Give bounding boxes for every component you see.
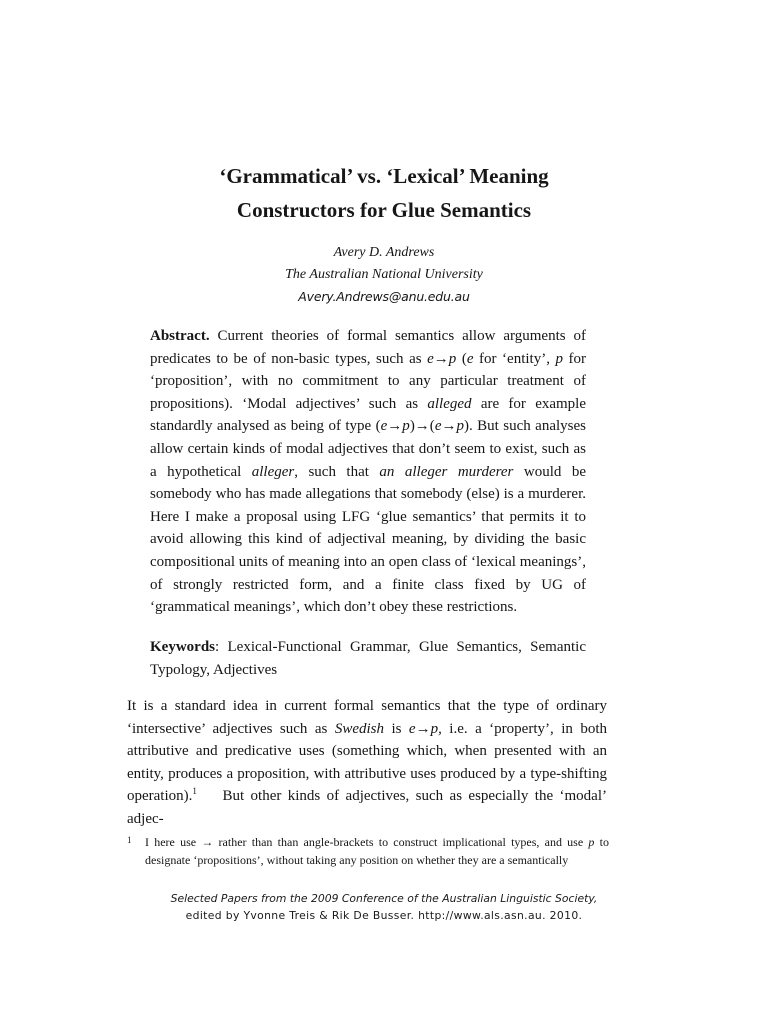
abstract-math: e→p [427, 350, 457, 367]
abstract-text: for ‘entity’, [473, 350, 556, 367]
abstract-text: ). But such analyses allow certain kinds of modal adjectives that don’t seem to exist, such as a hypothetical [150, 418, 586, 480]
footnote-mark: 1 [127, 835, 132, 845]
footnote-math: p [588, 835, 595, 849]
abstract-math: e→p [380, 418, 410, 435]
abstract-math: e→p [434, 418, 464, 435]
abstract-text: , such that [294, 463, 380, 480]
abstract-text: Current theories of formal semantics allow arguments of predicates to be of non-basic types, such as [150, 328, 586, 367]
footnote-text-part: I here use → rather than than angle-brackets to construct implicational types, and use [145, 835, 589, 849]
footnote [127, 834, 609, 869]
abstract-text: are for example standardly analysed as being of type ( [150, 395, 587, 435]
abstract-emphasis: alleger [251, 463, 295, 480]
keywords [150, 636, 586, 681]
footnote-text-part: to designate ‘propositions’, without taking any position on whether they are a semantically [145, 835, 609, 867]
footnote-text [127, 834, 609, 869]
body-paragraph [127, 695, 611, 831]
body-text: But other kinds of adjectives, such as especially the ‘modal’ adjec- [127, 788, 611, 827]
abstract [150, 325, 586, 619]
abstract-math: p [555, 350, 563, 367]
abstract-label: Abstract. [150, 328, 210, 344]
footer-editors: edited by Yvonne Treis & Rik De Busser. http://www.als.asn.au. 2010. [185, 909, 583, 922]
footer-source: Selected Papers from the 2009 Conference of the Australian Linguistic Society, [170, 892, 598, 905]
keywords-label: Keywords [150, 639, 215, 655]
abstract-text: ( [456, 350, 467, 367]
body-text: is [383, 720, 409, 737]
body-math: e→p [408, 720, 439, 737]
abstract-emphasis: alleged [427, 395, 472, 412]
body-text: , i.e. a ‘property’, in both attributive and predicative uses (something which, when presented with an entity, produces a proposition, with attributive uses produced by a type-shifting operation). [127, 720, 607, 805]
abstract-math: e [466, 350, 474, 367]
abstract-text: )→( [409, 418, 435, 435]
footnote-reference[interactable]: 1 [192, 786, 197, 797]
author-email[interactable]: Avery.Andrews@anu.edu.au [298, 289, 470, 304]
author-affiliation: The Australian National University [285, 267, 483, 282]
abstract-text: for ‘proposition’, with no commitment to any particular treatment of propositions). ‘Modal adjectives’ such as [150, 350, 587, 412]
abstract-emphasis: an alleger murderer [379, 463, 514, 480]
keywords-text: : Lexical-Functional Grammar, Glue Semantics, Semantic Typology, Adjectives [150, 639, 586, 678]
author-name: Avery D. Andrews [333, 245, 435, 260]
paper-title-line-2: Constructors for Glue Semantics [236, 198, 532, 222]
body-text: It is a standard idea in current formal semantics that the type of ordinary ‘intersective’ adjectives such as [127, 698, 607, 737]
body-emphasis: Swedish [334, 720, 384, 737]
abstract-text: would be somebody who has made allegations that somebody (else) is a murderer. Here I make a proposal using LFG ‘glue semantics’ that permits it to avoid allowing this kind of adjectival meaning, by dividing the basic compositional units of meaning into an open class of ‘lexical meanings’, of strongly restricted form, and a finite class fixed by UG of ‘grammatical meanings’, which don’t obey these restrictions. [150, 463, 586, 616]
paper-title-line-1: ‘Grammatical’ vs. ‘Lexical’ Meaning [219, 164, 549, 188]
